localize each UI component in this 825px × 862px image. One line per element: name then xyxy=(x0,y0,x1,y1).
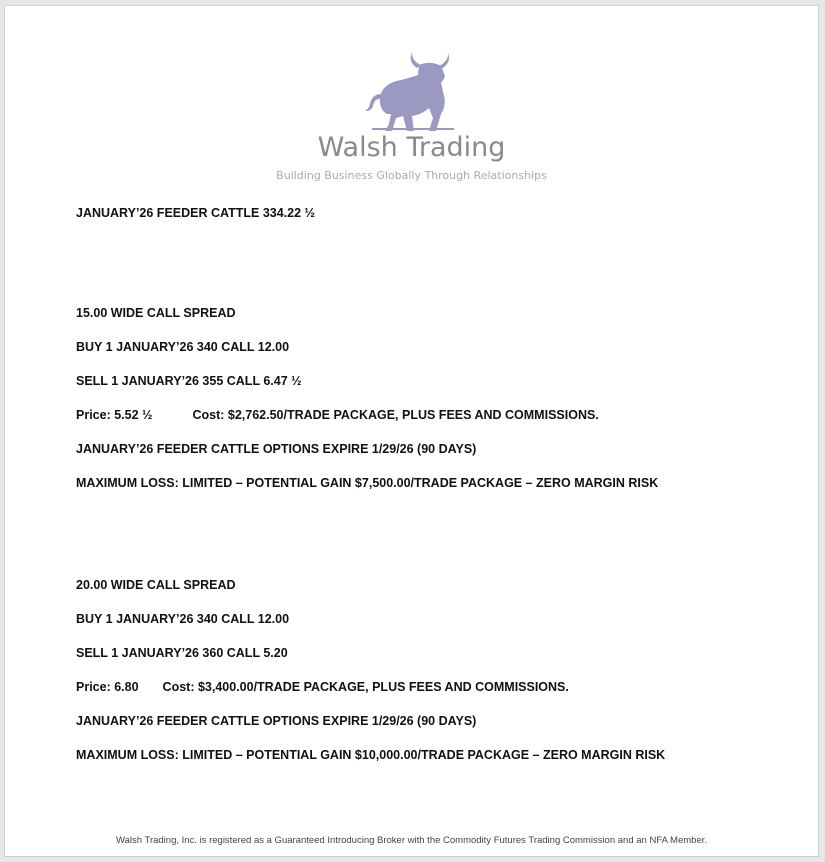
spread-2-title: 20.00 WIDE CALL SPREAD xyxy=(76,578,236,592)
spread-2-cost: Cost: $3,400.00/TRADE PACKAGE, PLUS FEES AND COMMISSIONS. xyxy=(162,680,569,694)
company-logo xyxy=(5,6,818,196)
spread-1-expiration: JANUARY’26 FEEDER CATTLE OPTIONS EXPIRE 1/29/26 (90 DAYS) xyxy=(76,442,477,456)
document-page xyxy=(5,6,818,856)
logo-tagline: Building Business Globally Through Relationships xyxy=(276,169,547,182)
spread-2-risk: MAXIMUM LOSS: LIMITED – POTENTIAL GAIN $10,000.00/TRADE PACKAGE – ZERO MARGIN RISK xyxy=(76,748,666,762)
headline-quote: JANUARY’26 FEEDER CATTLE 334.22 ½ xyxy=(76,206,315,220)
spread-2-expiration: JANUARY’26 FEEDER CATTLE OPTIONS EXPIRE 1/29/26 (90 DAYS) xyxy=(76,714,477,728)
spread-1-sell-leg: SELL 1 JANUARY’26 355 CALL 6.47 ½ xyxy=(76,374,302,388)
spread-2-price: Price: 6.80 xyxy=(76,680,139,694)
bull-icon xyxy=(365,52,461,132)
spread-1-price-row xyxy=(76,408,599,422)
spread-2-sell-leg: SELL 1 JANUARY’26 360 CALL 5.20 xyxy=(76,646,288,660)
spread-1-cost: Cost: $2,762.50/TRADE PACKAGE, PLUS FEES AND COMMISSIONS. xyxy=(192,408,599,422)
logo-wordmark: Walsh Trading xyxy=(317,132,506,163)
regulatory-footer: Walsh Trading, Inc. is registered as a Guaranteed Introducing Broker with the Commodity Futures Trading Commission and an NFA Member. xyxy=(115,835,708,846)
spread-2-buy-leg: BUY 1 JANUARY’26 340 CALL 12.00 xyxy=(76,612,290,626)
spread-1-risk: MAXIMUM LOSS: LIMITED – POTENTIAL GAIN $7,500.00/TRADE PACKAGE – ZERO MARGIN RISK xyxy=(76,476,659,490)
spread-1-title: 15.00 WIDE CALL SPREAD xyxy=(76,306,236,320)
spread-2-price-row xyxy=(76,680,569,694)
spread-1-buy-leg: BUY 1 JANUARY’26 340 CALL 12.00 xyxy=(76,340,290,354)
spread-1-price: Price: 5.52 ½ xyxy=(76,408,153,422)
